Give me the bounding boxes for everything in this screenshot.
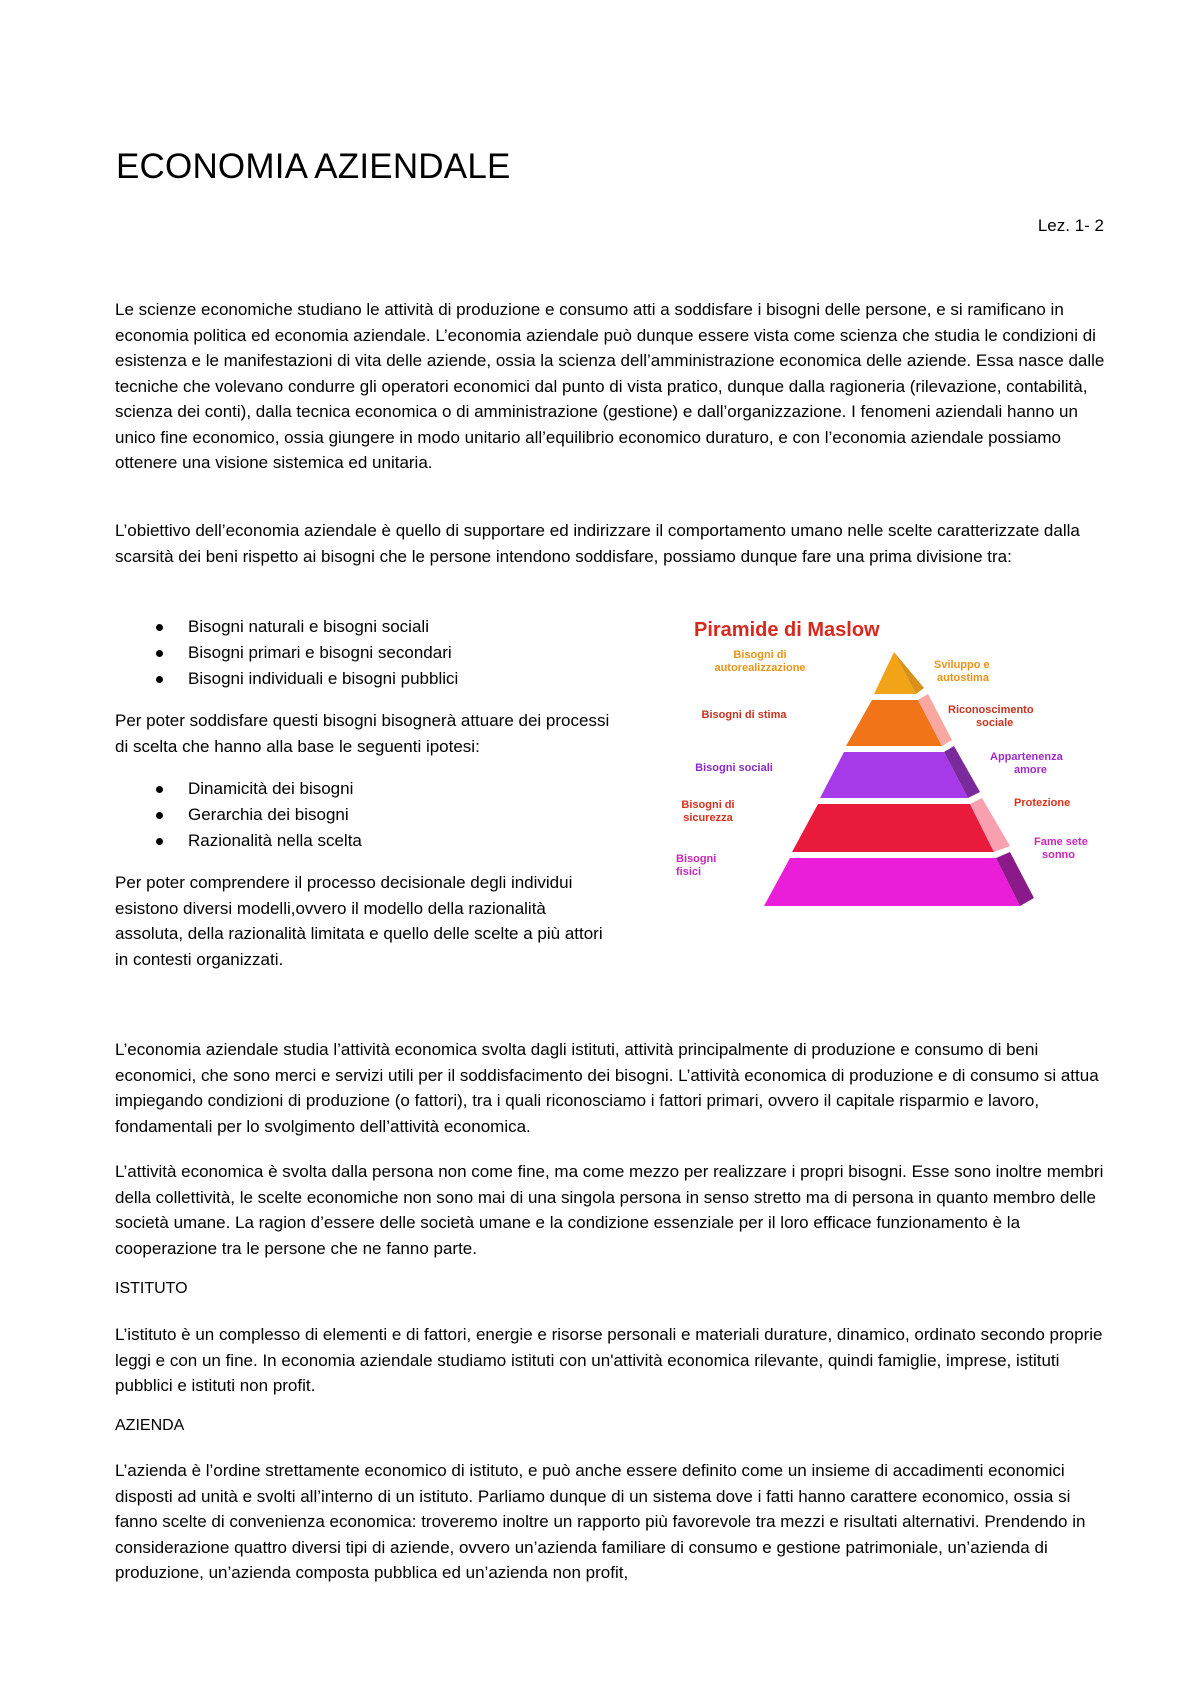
lesson-label: Lez. 1- 2 (1037, 216, 1104, 235)
pyramid-left-label-5a: Bisogni (676, 853, 717, 865)
pyramid-right-label-1a: Sviluppo e (934, 659, 990, 671)
heading-istituto: ISTITUTO (115, 1280, 188, 1297)
bullet-icon (156, 838, 163, 845)
pyramid-left-label-1b: autorealizzazione (714, 662, 806, 674)
maslow-pyramid-figure (676, 608, 1104, 908)
bullet-icon (156, 676, 163, 683)
paragraph-decision-models: Per poter comprendere il processo decisionale degli individui esistono diversi modelli,ovvero il modello della razionalità assoluta, della razionalità limitata e quello delle scelte a più attori in contesti organizzati. (115, 873, 603, 969)
bullet-icon (156, 786, 163, 793)
list-item: Bisogni naturali e bisogni sociali (150, 614, 458, 640)
paragraph-choice-process: Per poter soddisfare questi bisogni bisognerà attuare dei processi di scelta che hanno alla base le seguenti ipotesi: (115, 711, 610, 756)
pyramid-left-label-4b: sicurezza (683, 812, 733, 824)
paragraph-economic-activity: L’economia aziendale studia l’attività economica svolta dagli istituti, attività principalmente di produzione e consumo di beni economici, che sono merci e servizi utili per il soddisfacimento dei bisogni. L’attività economica di produzione e di consumo si attua impiegando condizioni di produzione (o fattori), tra i quali riconosciamo i fattori primari, ovvero il capitale risparmio e lavoro, fondamentali per lo svolgimento dell’attività economica. (115, 1040, 1099, 1136)
list-item: Bisogni primari e bisogni secondari (150, 640, 458, 666)
paragraph-objective: L’obiettivo dell’economia aziendale è quello di supportare ed indirizzare il comportamento umano nelle scelte caratterizzate dalla scarsità dei beni rispetto ai bisogni che le persone intendono soddisfare, possiamo dunque fare una prima divisione tra: (115, 521, 1080, 566)
bullet-icon (156, 812, 163, 819)
pyramid-level-3 (820, 752, 968, 798)
pyramid-right-label-3b: amore (1014, 764, 1048, 776)
pyramid-left-label-5b: fisici (676, 866, 702, 878)
pyramid-level-4 (792, 804, 994, 852)
list-item: Bisogni individuali e bisogni pubblici (150, 666, 458, 692)
pyramid-left-label-3: Bisogni sociali (695, 762, 773, 774)
pyramid-right-label-5b: sonno (1042, 849, 1075, 861)
pyramid-level-5 (764, 858, 1020, 906)
pyramid-title: Piramide di Maslow (694, 619, 880, 641)
pyramid-right-label-4: Protezione (1014, 797, 1071, 809)
pyramid-left-label-4a: Bisogni di (681, 799, 735, 811)
pyramid-right-label-5a: Fame sete (1034, 836, 1088, 848)
paragraph-intro: Le scienze economiche studiano le attività di produzione e consumo atti a soddisfare i bisogni delle persone, e si ramificano in economia politica ed economia aziendale. L’economia aziendale può dunque essere vista come scienza che studia le condizioni di esistenza e le manifestazioni di vita delle aziende, ossia la scienza dell’amministrazione economica delle aziende. Essa nasce dalle tecniche che volevano condurre gli operatori economici dal punto di vista pratico, dunque dalla ragioneria (rilevazione, contabilità, scienza dei conti), dalla tecnica economica o di amministrazione (gestione) e dall’organizzazione. I fenomeni aziendali hanno un unico fine economico, ossia giungere in modo unitario all’equilibrio economico duraturo, e con l’economia aziendale possiamo ottenere una visione sistemica ed unitaria. (115, 300, 1105, 472)
list-item: Gerarchia dei bisogni (150, 802, 362, 828)
paragraph-azienda: L’azienda è l’ordine strettamente economico di istituto, e può anche essere definito come un insieme di accadimenti economici disposti ad unità e svolti all’interno di un istituto. Parliamo dunque di un sistema dove i fatti hanno carattere economico, ossia si fanno scelte di convenienza economica: troveremo inoltre un rapporto più favorevole tra mezzi e risultati alternativi. Prendendo in considerazione quattro diversi tipi di aziende, ovvero un’azienda familiare di consumo e gestione patrimoniale, un’azienda di produzione, un’azienda composta pubblica ed un’azienda non profit, (115, 1461, 1086, 1582)
bullet-icon (156, 650, 163, 657)
paragraph-person-role: L’attività economica è svolta dalla persona non come fine, ma come mezzo per realizzare i propri bisogni. Esse sono inoltre membri della collettività, le scelte economiche non sono mai di una singola persona in senso stretto ma di persona in quanto membro delle società umane. La ragion d’essere delle società umane e la condizione essenziale per il loro efficace funzionamento è la cooperazione tra le persone che ne fanno parte. (115, 1162, 1104, 1258)
pyramid-right-label-2b: sociale (976, 717, 1014, 729)
pyramid-left-label-2: Bisogni di stima (701, 709, 787, 721)
hypotheses-list (150, 776, 362, 854)
needs-list (150, 614, 458, 692)
list-item: Razionalità nella scelta (150, 828, 362, 854)
list-item: Dinamicità dei bisogni (150, 776, 362, 802)
pyramid-left-label-1a: Bisogni di (733, 649, 787, 661)
pyramid-right-label-3a: Appartenenza (990, 751, 1063, 763)
heading-azienda: AZIENDA (115, 1417, 185, 1434)
pyramid-right-label-1b: autostima (937, 672, 989, 684)
pyramid-right-label-2a: Riconoscimento (948, 704, 1034, 716)
document-title: ECONOMIA AZIENDALE (116, 147, 511, 186)
bullet-icon (156, 624, 163, 631)
paragraph-istituto: L’istituto è un complesso di elementi e di fattori, energie e risorse personali e materiali durature, dinamico, ordinato secondo proprie leggi e con un fine. In economia aziendale studiamo istituti con un'attività economica rilevante, quindi famiglie, imprese, istituti pubblici e istituti non profit. (115, 1325, 1103, 1395)
